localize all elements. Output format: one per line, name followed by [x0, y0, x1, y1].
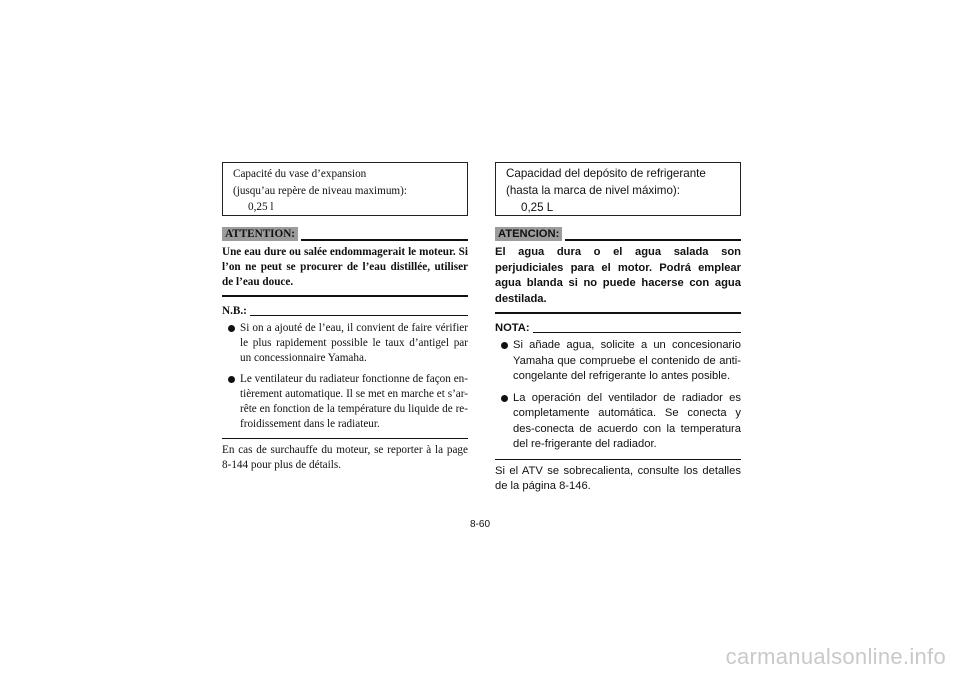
- warning-text: Une eau dure ou salée endommagerait le moteur. Si l’on ne peut se procurer de l’eau distillée, utiliser de l’eau douce.: [222, 245, 468, 297]
- bullet-icon: [228, 376, 235, 383]
- note-label: NOTA:: [495, 322, 530, 334]
- page-number: 8-60: [469, 519, 490, 530]
- divider: [301, 239, 468, 241]
- note-text: La operación del ventilador de radiador es completamente automática. Se conecta y des-conecta de acuerdo con la temperatura del re-frigerante del radiador.: [513, 391, 741, 450]
- note-list: [222, 321, 468, 432]
- divider: [533, 332, 741, 333]
- note-text: Si on a ajouté de l’eau, il convient de faire vérifier le plus rapidement possible le taux d’antigel par un concessionnaire Yamaha.: [240, 322, 468, 364]
- divider: [222, 438, 468, 439]
- warning-label: ATENCION:: [495, 227, 562, 241]
- divider: [565, 239, 741, 241]
- bullet-icon: [501, 342, 508, 349]
- bullet-icon: [228, 325, 235, 332]
- spec-line: (jusqu’au repère de niveau maximum):: [233, 184, 407, 197]
- list-item: [222, 321, 468, 366]
- list-item: [495, 391, 741, 453]
- note-heading: [495, 321, 741, 335]
- note-text: Le ventilateur du radiateur fonctionne de façon en-tièrement automatique. Il se met en marche et s’ar-rête en fonction de la température du liquide de re-froidissement dans le radiateur.: [240, 373, 468, 430]
- note-list: [495, 338, 741, 453]
- spec-value: 0,25 l: [248, 201, 274, 213]
- warning-heading: [495, 227, 741, 241]
- note-text: Si añade agua, solicite a un concesionario Yamaha que compruebe el contenido de anti-congelante del refrigerante lo antes posible.: [513, 339, 741, 382]
- french-column: [222, 162, 468, 473]
- body-paragraph: Si el ATV se sobrecalienta, consulte los detalles de la página 8-146.: [495, 464, 741, 492]
- warning-heading: [222, 227, 468, 241]
- divider: [250, 315, 468, 316]
- bullet-icon: [501, 395, 508, 402]
- capacity-spec-box: [222, 162, 468, 216]
- spec-line: Capacité du vase d’expansion: [233, 168, 367, 180]
- list-item: [222, 372, 468, 432]
- spec-value: 0,25 L: [521, 201, 554, 214]
- spec-line: (hasta la marca de nivel máximo):: [506, 184, 680, 197]
- warning-label: ATTENTION:: [222, 227, 298, 241]
- body-paragraph: En cas de surchauffe du moteur, se reporter à la page 8-144 pour plus de détails.: [222, 444, 468, 471]
- watermark: carmanualsonline.info: [725, 644, 946, 669]
- warning-text: El agua dura o el agua salada son perjudiciales para el motor. Podrá emplear agua blanda si no puede hacerse con agua destilada.: [495, 245, 741, 314]
- divider: [495, 459, 741, 460]
- spanish-column: [495, 162, 741, 495]
- spec-line: Capacidad del depósito de refrigerante: [506, 167, 706, 180]
- note-heading: [222, 304, 468, 318]
- capacity-spec-box: [495, 162, 741, 216]
- list-item: [495, 338, 741, 385]
- note-label: N.B.:: [222, 305, 247, 317]
